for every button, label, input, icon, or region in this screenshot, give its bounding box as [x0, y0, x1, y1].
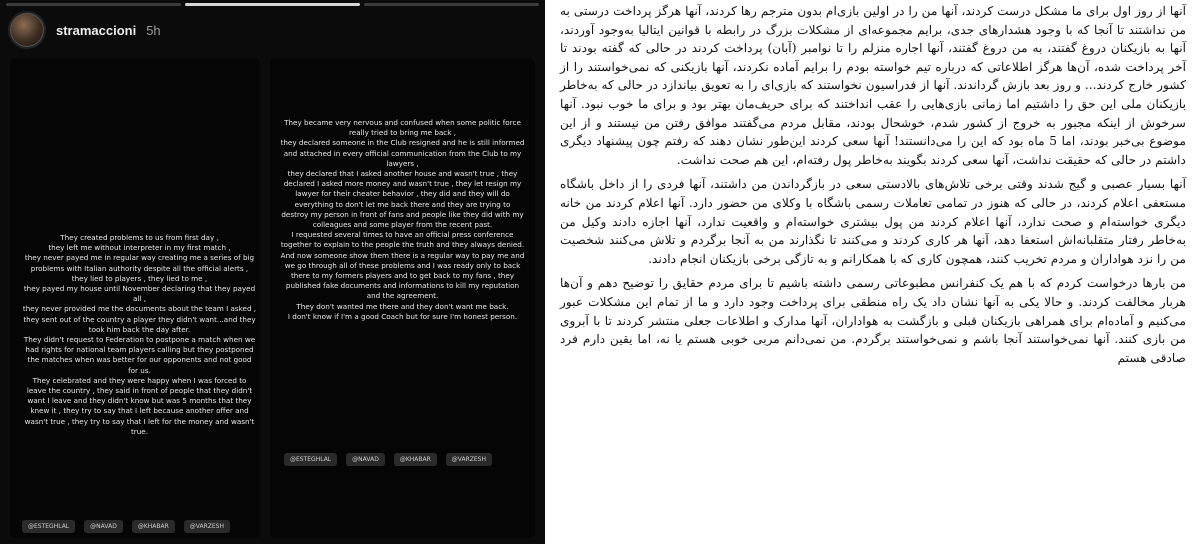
story-header: [8, 10, 161, 50]
mention-tags-right: [284, 453, 492, 466]
persian-paragraph-3: من بارها درخواست کردم که با هم یک کنفرانس مطبوعاتی رسمی داشته باشیم تا برای مردم حقایق را توضیح دهم و آن‌ها هربار مخالفت کردند. و حالا یکی به آنها نشان داد یک راه منطقی برای پرداخت وجود دارد و ما از تمام این مشکلات عبور می‌کنیم و آماده‌ام برای همراهی بازیکنان قبلی و بازگشت به هواداران، آنها مدارک و اطلاعات جعلی منتشر کردند تا با آبروی من بازی کنند. آنها نمی‌خواستند آنجا باشم و نمی‌خواستند برگردم. من نمی‌دانم مربی خوبی هستم یا نه، اما یقین دارم فرد صادقی هستم: [560, 276, 1186, 365]
instagram-story: [0, 0, 545, 544]
progress-segment: [6, 3, 181, 6]
progress-segment-active: [185, 3, 360, 6]
story-progress: [6, 3, 539, 6]
post-time: 5h: [146, 22, 161, 38]
mention-tag[interactable]: @NAVAD: [84, 520, 123, 533]
mention-tag[interactable]: @VARZESH: [446, 453, 492, 466]
story-text-left: They created problems to us from first day , they left me without interpreter in my first match , they never payed me in regular way creating me a series of big problems with Italian authority despite all the official alerts , they lied to players , they lied to me , they payed my house until November declaring that they payed all , they never provided me the documents about the team I asked , they sent out of the country a player they didn't want...and they took him back the day after. They didn't request to Federation to postpone a match when we had rights for national team players calling but they postponed the matches when was better for our opponents and not good for us. They celebrated and they were happy when I was forced to leave the country , they said in front of people that they didn't want I leave and they didn't know but was 5 months that they knew it , they try to say that I left because another offer and wasn't true , they try to say that I left for the money and wasn't true.: [22, 233, 257, 436]
mention-tag[interactable]: @KHABAR: [394, 453, 437, 466]
persian-paragraph-2: آنها بسیار عصبی و گیج شدند وقتی برخی تلاش‌های بالادستی سعی در بازگرداندن من داشتند، آنها فردی را از داخل باشگاه مستعفی اعلام کردند، در حالی که هنوز در تمامی تعاملات رسمی باشگاه با وکلای من حضور دارد. آنها اعلام کردند من خانه دیگری خواسته‌ام و صحت ندارد، آنها اعلام کردند من پول بیشتری خواسته‌ام و واقعیت ندارد، آنها اجازه دادند وکیل من به‌خاطر رفتار متقلبانه‌اش استعفا دهد، آنها هر کاری کردند و می‌کنند تا نگذارند من به آنجا برگردم و تلاش می‌کنند شخصیت من را نزد هواداران و مردم تخریب کنند، همچون کاری که با همکارانم و به تازگی برخی بازیکنان انجام دادند.: [560, 177, 1186, 266]
mention-tag[interactable]: @VARZESH: [184, 520, 230, 533]
mention-tag[interactable]: @KHABAR: [132, 520, 175, 533]
mention-tag[interactable]: @ESTEGHLAL: [284, 453, 337, 466]
persian-paragraph-1: آنها از روز اول برای ما مشکل درست کردند، آنها من را در اولین بازی‌ام بدون مترجم رها کردند، آنها هرگز پرداخت درستی به من نداشتند تا آنجا که با وجود هشدارهای جدی، برایم مجموعه‌ای از مشکلات بزرگ در رابطه با قوانین ایتالیا به‌وجود آوردند، آنها به بازیکنان دروغ گفتند، به من دروغ گفتند، آنها اجاره منزلم را تا نوامبر (آبان) پرداخت کردند در حالی که گفته بودند تا آخر پرداخت شده، آن‌ها هرگز اطلاعاتی که درباره تیم خواسته بودم را برایم آماده نکردند، آنها بازیکنی که نمی‌خواستند را از کشور خارج کردند... و روز بعد بازش گرداندند. آنها از فدراسیون نخواستند که بازی‌ای را به تعویق بیاندازد در حالی که به‌خاطر بازیکنان ملی این حق را داشتیم اما زمانی بازی‌هایی را عقب انداختند که برای حریف‌مان بهتر بود و برای ما خوب نبود. آنها سرخوش از اینکه مجبور به خروج از کشور شدم، خوشحال بودند، مقابل مردم می‌گفتند موافق رفتن من نیستند و از این موضوع بی‌خبر بودند، اما 5 ماه بود که این را می‌دانستند! آنها سعی کردند این‌طور نشان دهند که رفتم چون پیشنهاد دیگری داشتم در حالی که حقیقت نداشت، آنها سعی کردند بگویند به‌خاطر پول رفته‌ام، این هم صحت نداشت.: [560, 4, 1186, 167]
persian-translation: [548, 0, 1200, 544]
story-panel-left: [10, 58, 260, 538]
mention-tag[interactable]: @NAVAD: [346, 453, 385, 466]
story-panel-right: [270, 58, 535, 538]
mention-tag[interactable]: @ESTEGHLAL: [22, 520, 75, 533]
username[interactable]: stramaccioni: [56, 22, 137, 38]
story-text-right: They became very nervous and confused when some politic force really tried to bring me back , they declared someone in the Club resigned and he is still informed and attached in every official communication from the Club to my lawyers , they declared that I asked another house and wasn't true , they declared I asked more money and wasn't true , they let resign my lawyer for their cheater behavior , they did and they will do everything to don't let me back there and they are trying to destroy my person in front of fans and people like they did with my colleagues and some player from the recent past. I requested several times to have an official press conference together to explain to the people the truth and they always denied. And now someone show them there is a regular way to pay me and we go through all of these problems and I was ready only to back there to my formers players and to get back to my fans , they published fake documents and informations to kill my reputation and the agreement. They don't wanted me there and they don't want me back. I don't know if I'm a good Coach but for sure I'm honest person.: [280, 118, 525, 321]
avatar[interactable]: [8, 11, 46, 49]
progress-segment: [364, 3, 539, 6]
mention-tags-left: [22, 520, 230, 533]
